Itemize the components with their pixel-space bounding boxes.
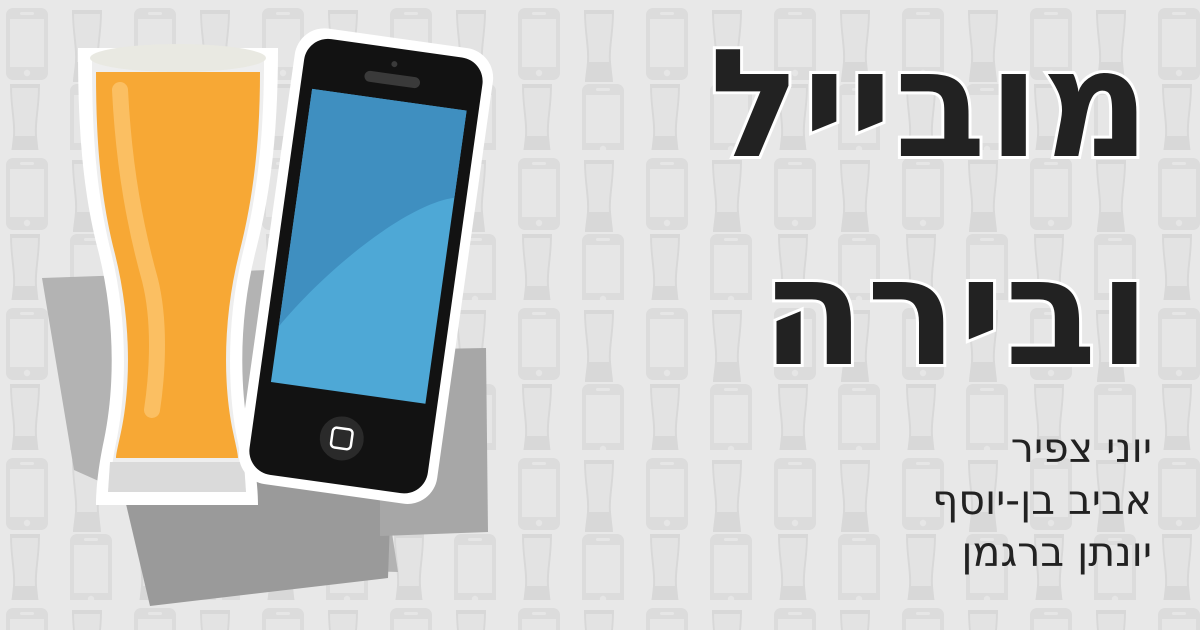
title-line-1: מובייל (709, 18, 1152, 192)
author-name: יוני צפיר (1010, 424, 1152, 472)
author-name: יונתן ברגמן (961, 528, 1152, 576)
author-name: אביב בן-יוסף (932, 476, 1152, 524)
title-line-2: ובירה (761, 226, 1152, 400)
